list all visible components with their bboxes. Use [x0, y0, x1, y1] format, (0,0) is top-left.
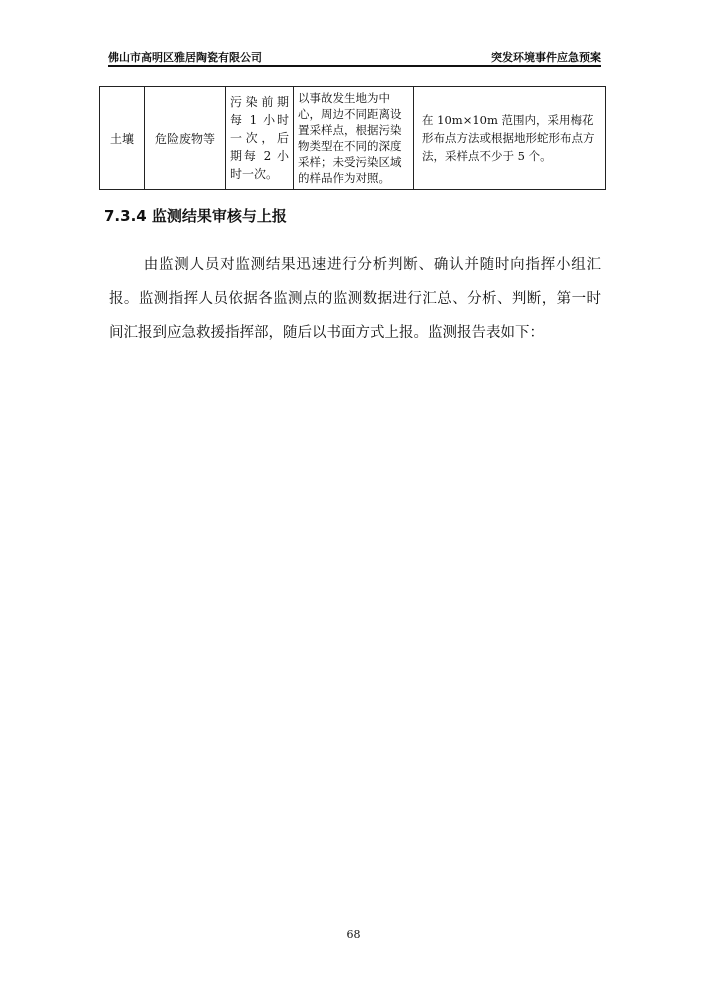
document-title: 突发环境事件应急预案	[491, 51, 601, 64]
page-header	[108, 49, 601, 63]
paragraph-text: 由监测人员对监测结果迅速进行分析判断、确认并随时向指挥小组汇报。监测指挥人员依据各监测点的监测数据进行汇总、分析、判断，第一时间汇报到应急救援指挥部，随后以书面方式上报。监测报告表如下：	[109, 257, 601, 341]
frequency-cell: 污染前期每 1 小时一次，后期每 2 小时一次。	[226, 87, 294, 190]
company-name: 佛山市高明区雅居陶瓷有限公司	[108, 51, 262, 64]
page-number: 68	[346, 928, 361, 941]
pollutant-cell: 危险废物等	[145, 87, 226, 190]
section-heading: 7.3.4 监测结果审核与上报	[104, 207, 287, 225]
table-row	[100, 87, 606, 190]
medium-cell: 土壤	[100, 87, 145, 190]
header-divider	[108, 65, 601, 67]
sampling-method-cell: 在 10m×10m 范围内，采用梅花形布点方法或根据地形蛇形布点方法，采样点不少于 5 个。	[414, 87, 606, 190]
monitoring-table	[99, 86, 606, 190]
sampling-site-cell: 以事故发生地为中心，周边不同距离设置采样点，根据污染物类型在不同的深度采样；未受污染区域的样品作为对照。	[294, 87, 414, 190]
body-paragraph	[109, 248, 601, 350]
